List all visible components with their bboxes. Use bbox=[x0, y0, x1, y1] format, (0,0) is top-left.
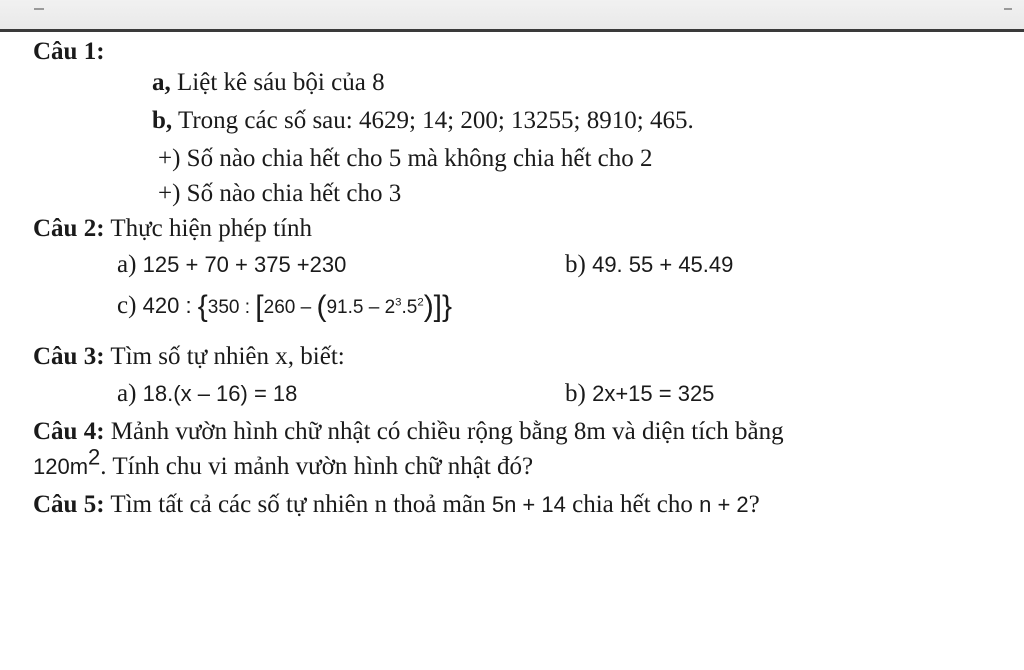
q2-heading bbox=[33, 214, 312, 244]
q3-a-expr: 18.(x – 16) = 18 bbox=[142, 381, 298, 406]
q1-a-prefix: a, bbox=[152, 69, 171, 96]
q2-a bbox=[117, 250, 346, 280]
q2-c: c) 420 : {350 : $[260 - (91.5 - 2^3.5^2)]$} bbox=[117, 290, 453, 323]
q4-text2: . Tính chu vi mảnh vườn hình chữ nhật đó? bbox=[100, 453, 534, 480]
q5-text1: Tìm tất cả các số tự nhiên n thoả mãn bbox=[104, 491, 492, 518]
q2-c-lead: 420 : bbox=[142, 293, 198, 318]
q2-c-exp2: 2 bbox=[417, 296, 424, 309]
q4-text1: Mảnh vườn hình chữ nhật có chiều rộng bằng 8m và diện tích bằng bbox=[104, 418, 784, 445]
q3-a-label: a) bbox=[117, 380, 143, 407]
q2-title-text: Thực hiện phép tính bbox=[104, 215, 313, 242]
q4-title: Câu 4: bbox=[33, 418, 105, 445]
q1-sub2: +) Số nào chia hết cho 3 bbox=[158, 180, 402, 207]
q4-area-exp: 2 bbox=[88, 444, 101, 470]
q4-line2 bbox=[33, 444, 534, 482]
top-mark bbox=[1004, 8, 1012, 10]
q5-expr1: 5n + 14 bbox=[491, 492, 566, 517]
q1-a-text: Liệt kê sáu bội của 8 bbox=[170, 69, 385, 96]
q2-c-exp1: 3 bbox=[395, 296, 402, 309]
browser-top-strip bbox=[0, 0, 1024, 30]
q2-c-part1: 350 : bbox=[207, 297, 256, 318]
q1-b bbox=[152, 106, 694, 136]
q2-c-part2: 260 – bbox=[263, 297, 317, 318]
q5-line bbox=[33, 490, 760, 520]
q1-sub1: +) Số nào chia hết cho 5 mà không chia hết cho 2 bbox=[158, 145, 653, 172]
q4-area: 120m bbox=[33, 454, 89, 479]
q5-expr2: n + 2 bbox=[699, 492, 749, 517]
q2-b bbox=[565, 250, 733, 280]
q2-c-part3: 91.5 – 2 bbox=[326, 297, 396, 318]
q2-a-label: a) bbox=[117, 251, 143, 278]
q3-title: Câu 3: bbox=[33, 343, 105, 370]
q2-c-label: c) bbox=[117, 292, 143, 319]
q3-b-expr: 2x+15 = 325 bbox=[592, 381, 715, 406]
header-rule bbox=[0, 29, 1024, 32]
q1-b-text: Trong các số sau: 4629; 14; 200; 13255; 8910; 465. bbox=[172, 107, 694, 134]
q1-a bbox=[152, 68, 385, 98]
q3-title-text: Tìm số tự nhiên x, biết: bbox=[104, 343, 345, 370]
q2-title: Câu 2: bbox=[33, 215, 105, 242]
q2-b-label: b) bbox=[565, 251, 593, 278]
q3-b-label: b) bbox=[565, 380, 593, 407]
q1-title: Câu 1: bbox=[33, 38, 105, 65]
top-mark bbox=[34, 8, 44, 10]
q5-text3: ? bbox=[748, 491, 760, 518]
q5-text2: chia hết cho bbox=[565, 491, 700, 518]
q1-b-prefix: b, bbox=[152, 107, 173, 134]
q3-b bbox=[565, 379, 714, 409]
q2-b-expr: 49. 55 + 45.49 bbox=[592, 252, 734, 277]
q4-line1 bbox=[33, 417, 784, 447]
q2-c-part4: .5 bbox=[401, 297, 418, 318]
q2-a-expr: 125 + 70 + 375 +230 bbox=[142, 252, 347, 277]
q3-heading bbox=[33, 342, 345, 372]
q3-a bbox=[117, 379, 297, 409]
q5-title: Câu 5: bbox=[33, 491, 105, 518]
